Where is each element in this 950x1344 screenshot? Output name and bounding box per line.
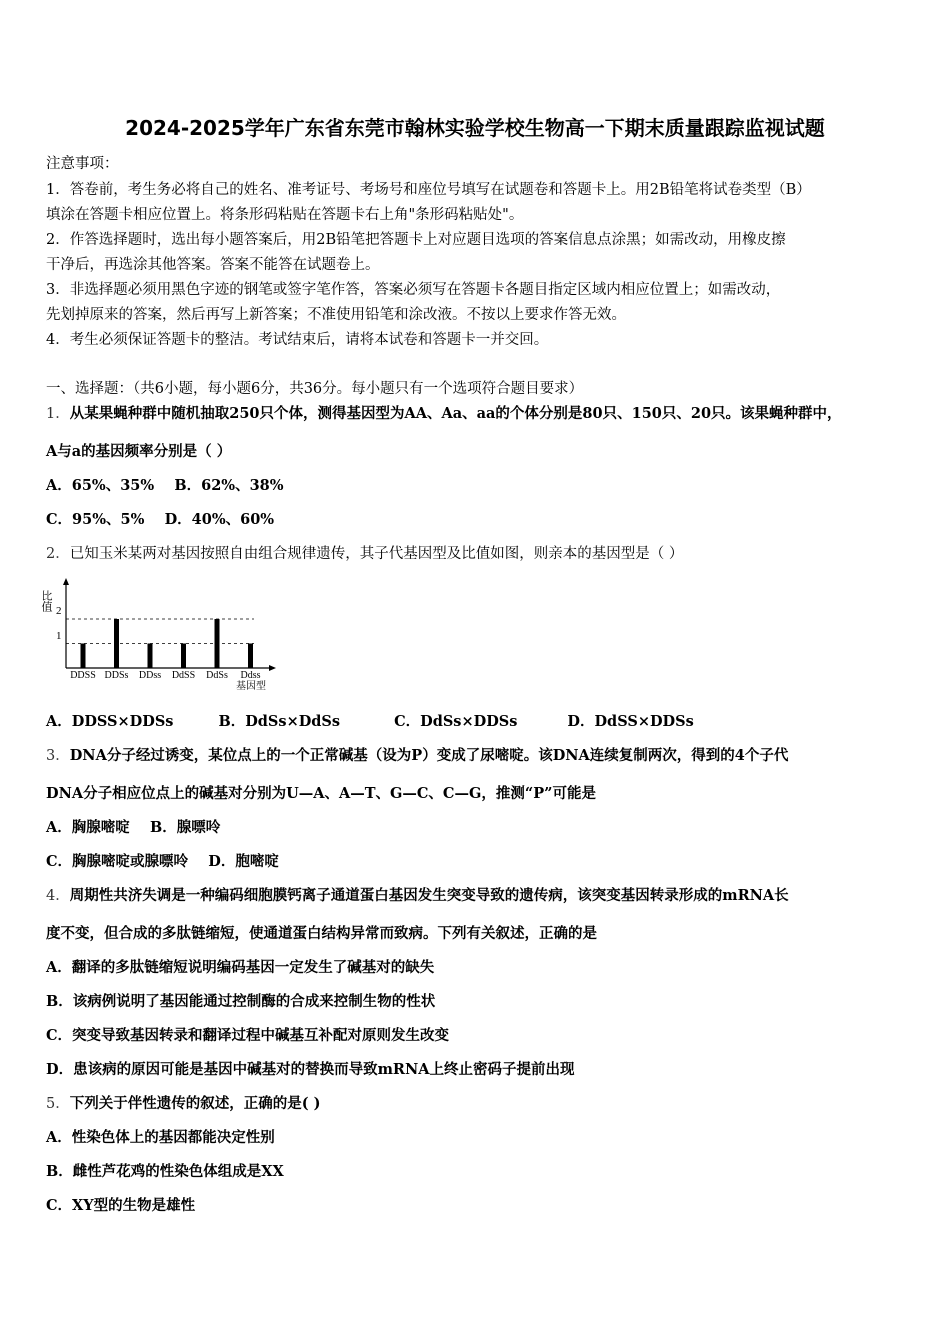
y-axis-label: 比值	[40, 590, 52, 612]
question-number: 5．	[46, 1096, 70, 1112]
option-d: D．胞嘧啶	[208, 853, 279, 870]
notice-line: 4．考生必须保证答题卡的整洁。考试结束后，请将本试卷和答题卡一并交回。	[46, 332, 549, 348]
x-axis-label: 基因型	[236, 681, 266, 692]
x-tick-label: DdSS	[171, 670, 196, 681]
option-b: B．腺嘌呤	[149, 819, 221, 836]
bar-Ddss	[248, 644, 253, 669]
genotype-ratio-chart	[40, 576, 284, 696]
option-a: A．胸腺嘧啶	[46, 819, 130, 836]
options-row	[46, 850, 279, 871]
notice-line: 先划掉原来的答案，然后再写上新答案；不准使用铅笔和涂改液。不按以上要求作答无效。	[46, 307, 626, 323]
option-d: D．DdSS×DDSs	[567, 713, 694, 730]
notice-line: 3．非选择题必须用黑色字迹的钢笔或签字笔作答，答案必须写在答题卡各题目指定区域内相应位置上；如需改动，	[46, 282, 781, 298]
option-d: D．40%、60%	[164, 511, 275, 528]
section-heading: 一、选择题：（共6小题，每小题6分，共36分。每小题只有一个选项符合题目要求）	[46, 381, 584, 397]
question-2	[46, 542, 683, 563]
notice-line: 2．作答选择题时，选出每小题答案后，用2B铅笔把答题卡上对应题目选项的答案信息点涂黑；如需改动，用橡皮擦	[46, 232, 786, 248]
x-tick-label: Ddss	[240, 670, 261, 681]
option-a: A．DDSS×DDSs	[46, 713, 174, 730]
question-stem-cont: DNA分子相应位点上的碱基对分别为U—A、A—T、G—C、C—G，推测“P”可能是	[46, 785, 596, 802]
question-5	[46, 1092, 321, 1113]
options-row	[46, 508, 274, 529]
x-tick-label: DDss	[138, 670, 162, 681]
bar-DdSS	[181, 644, 186, 669]
bar-DdSs	[215, 619, 220, 668]
question-4	[46, 884, 789, 905]
question-stem-cont: 度不变，但合成的多肽链缩短，使通道蛋白结构异常而致病。下列有关叙述，正确的是	[46, 925, 597, 942]
option-b: B．DdSs×DdSs	[218, 713, 341, 730]
question-1	[46, 402, 842, 423]
option-c: C．XY型的生物是雄性	[46, 1197, 196, 1214]
question-stem: 已知玉米某两对基因按照自由组合规律遗传，其子代基因型及比值如图，则亲本的基因型是（ ）	[69, 546, 684, 562]
option-a: A．65%、35%	[46, 477, 155, 494]
question-stem-cont: A与a的基因频率分别是（ ）	[46, 443, 232, 460]
notice-heading: 注意事项：	[46, 156, 119, 172]
option-c: C．突变导致基因转录和翻译过程中碱基互补配对原则发生改变	[46, 1027, 450, 1044]
y-axis-arrow	[63, 578, 69, 585]
question-number: 4．	[46, 888, 70, 904]
options-row	[46, 816, 220, 837]
options-row	[46, 474, 284, 495]
question-number: 3．	[46, 748, 70, 764]
notice-line: 1．答卷前，考生务必将自己的姓名、准考证号、考场号和座位号填写在试题卷和答题卡上。用2B铅笔将试卷类型（B）	[46, 182, 811, 198]
option-c: C．DdSs×DDSs	[394, 713, 518, 730]
bar-DDSS	[81, 644, 86, 669]
bar-DDss	[148, 644, 153, 669]
option-c: C．95%、5%	[46, 511, 145, 528]
question-stem: 周期性共济失调是一种编码细胞膜钙离子通道蛋白基因发生突变导致的遗传病，该突变基因转录形成的mRNA长	[69, 887, 789, 904]
options-row	[46, 710, 694, 731]
option-a: A．性染色体上的基因都能决定性别	[46, 1129, 275, 1146]
question-stem: 下列关于伴性遗传的叙述，正确的是( )	[69, 1095, 321, 1112]
question-3	[46, 744, 788, 765]
option-d: D．患该病的原因可能是基因中碱基对的替换而导致mRNA上终止密码子提前出现	[46, 1061, 575, 1078]
notice-line: 干净后，再选涂其他答案。答案不能答在试题卷上。	[46, 257, 380, 273]
x-axis-arrow	[269, 665, 276, 671]
x-tick-label: DdSs	[206, 670, 228, 681]
page-title: 2024-2025学年广东省东莞市翰林实验学校生物高一下期末质量跟踪监视试题	[125, 116, 825, 140]
question-stem: 从某果蝇种群中随机抽取250只个体，测得基因型为AA、Aa、aa的个体分别是80只、150只、20只。该果蝇种群中，	[69, 405, 842, 422]
option-b: B．62%、38%	[174, 477, 284, 494]
x-tick-label: DDSs	[104, 670, 129, 681]
option-b: B．雌性芦花鸡的性染色体组成是XX	[46, 1163, 284, 1180]
y-tick-label: 1	[56, 630, 62, 642]
option-a: A．翻译的多肽链缩短说明编码基因一定发生了碱基对的缺失	[46, 959, 435, 976]
question-number: 2．	[46, 546, 70, 562]
question-stem: DNA分子经过诱变，某位点上的一个正常碱基（设为P）变成了尿嘧啶。该DNA连续复制两次，得到的4个子代	[69, 747, 789, 764]
y-tick-label: 2	[56, 605, 62, 617]
question-number: 1．	[46, 406, 70, 422]
option-b: B．该病例说明了基因能通过控制酶的合成来控制生物的性状	[46, 993, 436, 1010]
notice-line: 填涂在答题卡相应位置上。将条形码粘贴在答题卡右上角"条形码粘贴处"。	[46, 207, 524, 223]
bar-DDSs	[114, 619, 119, 668]
option-c: C．胸腺嘧啶或腺嘌呤	[46, 853, 189, 870]
x-tick-label: DDSS	[70, 670, 96, 681]
